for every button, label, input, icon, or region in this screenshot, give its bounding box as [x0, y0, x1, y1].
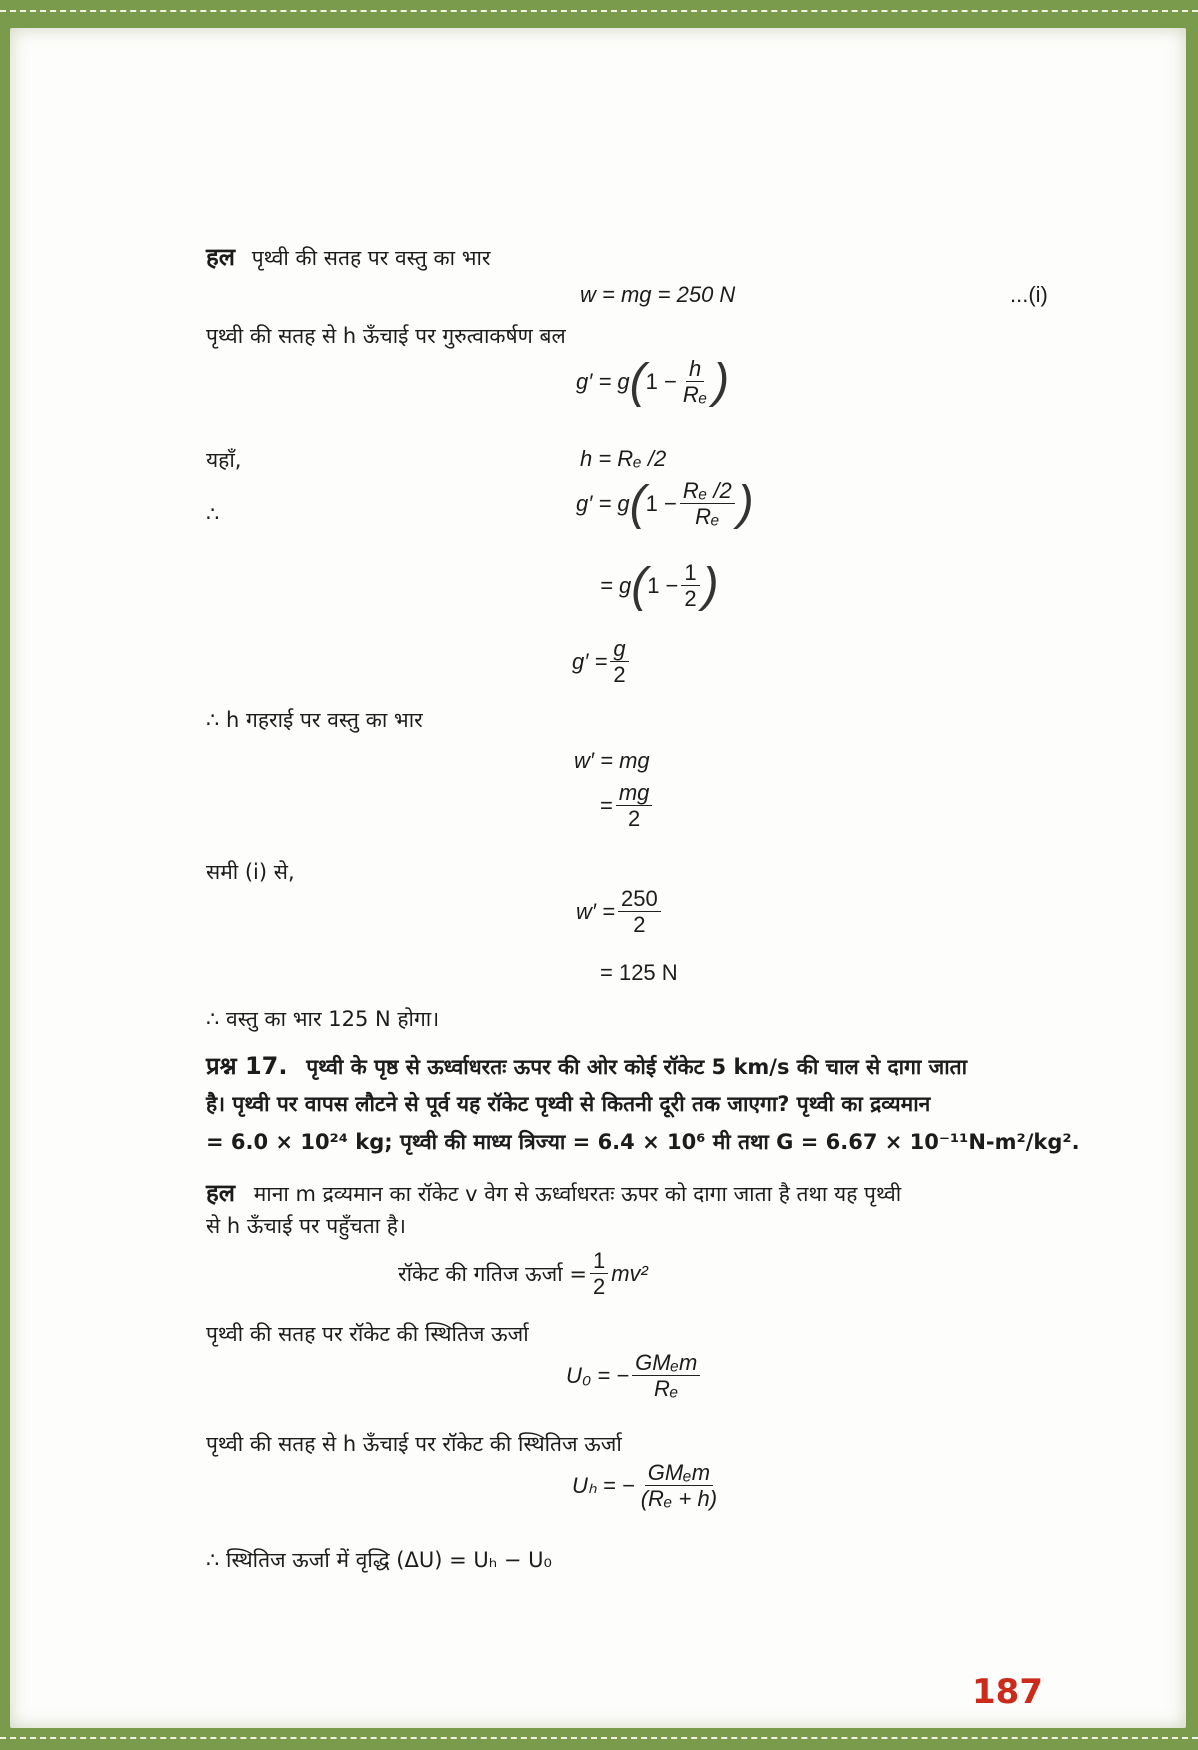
fraction-numerator: mg	[616, 780, 653, 806]
mv-squared: mv²	[611, 1260, 648, 1286]
question-line-3: = 6.0 × 10²⁴ kg; पृथ्वी की माध्य त्रिज्या = 6.4 × 10⁶ मी तथा G = 6.67 × 10⁻¹¹N-m²/kg².	[206, 1130, 1080, 1154]
equation-g-half	[600, 560, 719, 612]
fraction-numerator: 1	[681, 560, 699, 586]
fraction-rehalf-over-re	[680, 478, 735, 530]
fraction-denominator: 2	[613, 662, 626, 688]
fraction-denominator: 2	[633, 912, 646, 938]
fraction-numerator: GMₑm	[632, 1350, 700, 1376]
solution2-line-1	[206, 1176, 901, 1209]
gravity-at-height-line: पृथ्वी की सतह से h ऊँचाई पर गुरुत्वाकर्षण बल	[206, 324, 566, 348]
fraction-gmem-over-re-plus-h	[638, 1460, 720, 1512]
fraction-g-over-2	[610, 636, 628, 688]
wprime-lhs: w′ =	[576, 898, 615, 924]
uh-lhs: Uₕ = −	[572, 1472, 635, 1498]
pe-surface-line: पृथ्वी की सतह पर रॉकेट की स्थितिज ऊर्जा	[206, 1322, 529, 1346]
from-equation-line: समी (i) से,	[206, 860, 295, 884]
question-text-1: पृथ्वी के पृष्ठ से ऊर्ध्वाधरतः ऊपर की ओर कोई रॉकेट 5 km/s की चाल से दागा जाता	[306, 1055, 968, 1079]
fraction-denominator: Rₑ	[682, 382, 708, 408]
fraction-numerator: 1	[590, 1248, 608, 1274]
fraction-250-over-2	[618, 886, 661, 938]
top-dashed-border	[0, 10, 1198, 12]
equation-u0	[566, 1350, 703, 1402]
question-line-2: है। पृथ्वी पर वापस लौटने से पूर्व यह रॉकेट पृथ्वी से कितनी दूरी तक जाएगा? पृथ्वी का द्रव्यमान	[206, 1092, 931, 1116]
right-paren: )	[737, 476, 754, 530]
one-minus: 1 −	[645, 490, 677, 516]
fraction-denominator: Rₑ	[654, 1376, 679, 1402]
fraction-mg-over-2	[616, 780, 653, 832]
fraction-denominator: (Rₑ + h)	[640, 1486, 718, 1512]
ke-lhs: रॉकेट की गतिज ऊर्जा =	[398, 1261, 587, 1286]
fraction-numerator: 250	[618, 886, 661, 912]
equation-reference: ...(i)	[1010, 282, 1048, 307]
equation-mg-half	[600, 780, 655, 832]
gprime-lhs: g′ =	[572, 648, 608, 674]
u0-lhs: U₀ = −	[566, 1362, 630, 1388]
fraction-numerator: h	[686, 356, 704, 382]
page-number: 187	[972, 1672, 1043, 1712]
solution-label: हल	[206, 243, 236, 271]
therefore-symbol: ∴	[206, 502, 220, 526]
fraction-one-half	[590, 1248, 608, 1300]
question-label: प्रश्न 17.	[206, 1052, 288, 1080]
conclusion-line: ∴ वस्तु का भार 125 N होगा।	[206, 1007, 440, 1031]
fraction-numerator: GMₑm	[645, 1460, 713, 1486]
equals-sign: =	[600, 792, 613, 818]
fraction-denominator: Rₑ	[695, 504, 720, 530]
solution2-label: हल	[206, 1179, 236, 1207]
fraction-numerator: g	[610, 636, 628, 662]
solution2-text-1: माना m द्रव्यमान का रॉकेट v वेग से ऊर्ध्वाधरतः ऊपर को दागा जाता है तथा यह पृथ्वी	[253, 1182, 902, 1206]
one-minus: 1 −	[645, 368, 677, 394]
delta-u-line: ∴ स्थितिज ऊर्जा में वृद्धि (ΔU) = Uₕ − U₀	[206, 1548, 552, 1572]
equation-wprime: w′ = mg	[574, 748, 650, 773]
gprime-text: g′ = g	[576, 490, 630, 516]
weight-at-depth-line: ∴ h गहराई पर वस्तु का भार	[206, 708, 423, 732]
left-paren: (	[631, 558, 648, 612]
fraction-numerator: Rₑ /2	[680, 478, 735, 504]
fraction-one-half	[681, 560, 699, 612]
yahan-label: यहाँ,	[206, 448, 242, 472]
bottom-dashed-border	[0, 1737, 1198, 1739]
question-line-1	[206, 1048, 967, 1086]
equation-gprime-2	[576, 478, 754, 530]
fraction-h-over-re	[680, 356, 710, 408]
fraction-denominator: 2	[684, 586, 697, 612]
gprime-text: g′ = g	[576, 368, 630, 394]
equation-125: = 125 N	[600, 960, 678, 985]
solution-line-1	[206, 240, 491, 273]
left-paren: (	[629, 476, 646, 530]
fraction-gmem-over-re	[632, 1350, 700, 1402]
one-minus: 1 −	[647, 572, 679, 598]
left-paren: (	[629, 354, 646, 408]
eq-g-prefix: = g	[600, 572, 632, 598]
fraction-denominator: 2	[628, 806, 641, 832]
solution2-line-2: से h ऊँचाई पर पहुँचता है।	[206, 1214, 406, 1238]
equation-uh	[572, 1460, 723, 1512]
equation-gprime-result	[572, 636, 632, 688]
equation-w: w = mg = 250 N	[580, 282, 736, 307]
fraction-denominator: 2	[592, 1274, 606, 1300]
equation-wprime-250	[576, 886, 664, 938]
solution-text: पृथ्वी की सतह पर वस्तु का भार	[251, 246, 491, 270]
right-paren: )	[713, 354, 730, 408]
pe-height-line: पृथ्वी की सतह से h ऊँचाई पर रॉकेट की स्थितिज ऊर्जा	[206, 1432, 622, 1456]
equation-h: h = Rₑ /2	[580, 446, 667, 471]
right-paren: )	[702, 558, 719, 612]
kinetic-energy-equation	[398, 1248, 648, 1300]
equation-gprime-1	[576, 356, 729, 408]
